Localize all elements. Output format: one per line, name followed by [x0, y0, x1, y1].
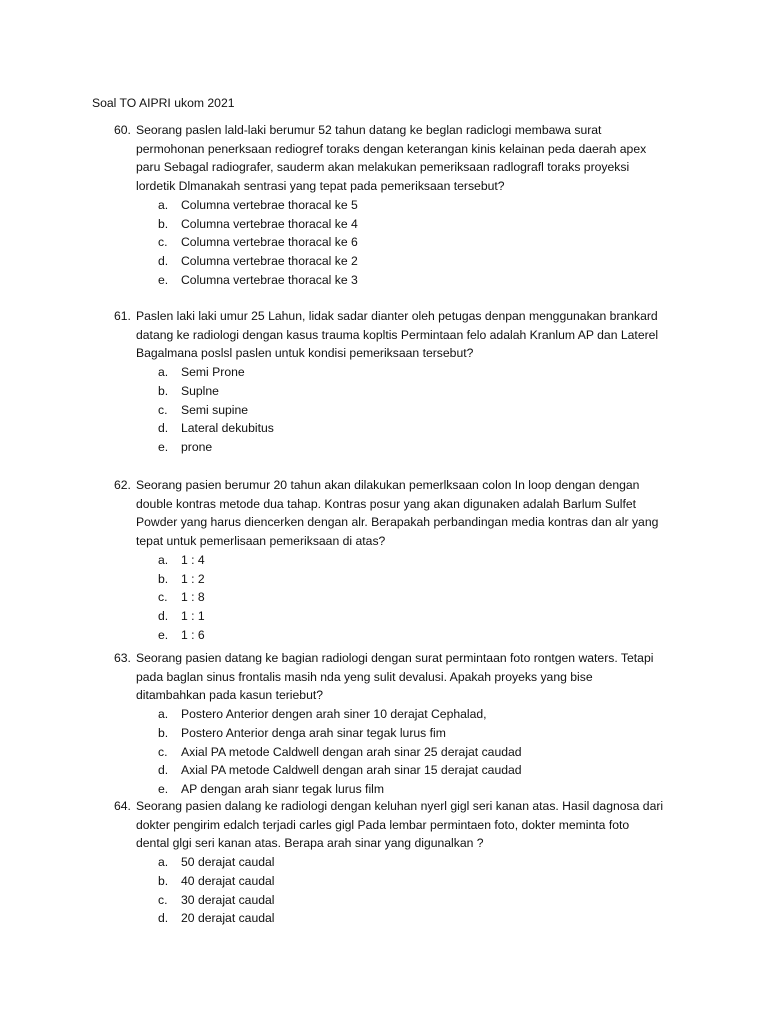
option-text: Columna vertebrae thoracal ke 5	[181, 197, 358, 212]
option-item	[158, 196, 694, 215]
option-item	[158, 780, 694, 799]
question-line: ditambahkan pada kasun teriebut?	[136, 688, 324, 703]
question-line: paru Sebagal radiografer, sauderm akan melakukan pemeriksaan radlografl toraks proyeksi	[136, 160, 630, 175]
question-64	[114, 797, 694, 928]
option-letter: c.	[158, 235, 168, 250]
option-text: Lateral dekubitus	[181, 421, 274, 436]
question-text	[136, 307, 694, 363]
option-item	[158, 419, 694, 438]
option-text: prone	[181, 439, 213, 454]
option-item	[158, 271, 694, 290]
option-item	[158, 570, 694, 589]
option-item	[158, 853, 694, 872]
option-list	[114, 196, 694, 290]
question-line: Paslen laki laki umur 25 Lahun, lidak sadar dianter oleh petugas denpan menggunakan brankard	[136, 309, 658, 323]
option-text: 50 derajat caudal	[181, 855, 275, 870]
question-text	[136, 476, 694, 551]
option-item	[158, 215, 694, 234]
question-number: 60.	[114, 123, 131, 137]
option-item	[158, 233, 694, 252]
option-text: Columna vertebrae thoracal ke 3	[181, 272, 358, 287]
question-line: Seorang pasien berumur 20 tahun akan dilakukan pemerlksaan colon In loop dengan dengan	[136, 478, 640, 492]
question-line: tepat untuk pemerlisaan pemeriksaan di atas?	[136, 534, 386, 549]
question-63	[114, 649, 694, 799]
option-list	[114, 853, 694, 928]
option-letter: b.	[158, 873, 169, 888]
option-letter: d.	[158, 421, 169, 436]
option-list	[114, 705, 694, 799]
option-item	[158, 588, 694, 607]
option-text: Columna vertebrae thoracal ke 2	[181, 253, 358, 268]
question-line: Bagalmana poslsl paslen untuk kondisi pemeriksaan tersebut?	[136, 346, 474, 361]
option-item	[158, 705, 694, 724]
option-letter: e.	[158, 439, 169, 454]
option-text: 30 derajat caudal	[181, 892, 275, 907]
option-letter: e.	[158, 627, 169, 642]
option-item	[158, 872, 694, 891]
option-letter: b.	[158, 216, 169, 231]
option-letter: a.	[158, 552, 169, 567]
question-line: permohonan penerksaan rediogref toraks dengan keterangan kinis kelainan peda daerah apex	[136, 141, 647, 156]
option-text: Postero Anterior dengen arah siner 10 derajat Cephalad,	[181, 707, 487, 722]
question-text	[136, 797, 694, 853]
option-item	[158, 607, 694, 626]
option-text: 1 : 1	[181, 608, 205, 623]
question-line: double kontras metode dua tahap. Kontras posur yang akan digunaken adalah Barlum Sulfet	[136, 496, 637, 511]
option-text: Postero Anterior denga arah sinar tegak lurus fim	[181, 725, 446, 740]
option-letter: a.	[158, 707, 169, 722]
question-line: dental glgi seri kanan atas. Berapa arah sinar yang digunalkan ?	[136, 836, 484, 851]
option-item	[158, 724, 694, 743]
option-text: 1 : 8	[181, 590, 205, 605]
question-number: 64.	[114, 799, 131, 813]
document-title: Soal TO AIPRI ukom 2021	[92, 96, 235, 110]
option-text: Suplne	[181, 383, 219, 398]
option-text: Axial PA metode Caldwell dengan arah sinar 25 derajat caudad	[181, 744, 522, 759]
option-text: Axial PA metode Caldwell dengan arah sinar 15 derajat caudad	[181, 763, 522, 778]
option-letter: a.	[158, 365, 169, 380]
option-item	[158, 382, 694, 401]
option-letter: c.	[158, 892, 168, 907]
option-item	[158, 551, 694, 570]
option-item	[158, 363, 694, 382]
question-line: Seorang paslen lald-laki berumur 52 tahun datang ke beglan radiclogi membawa surat	[136, 123, 602, 137]
option-letter: e.	[158, 781, 169, 796]
question-line: Seorang pasien datang ke bagian radiologi dengan surat permintaan foto rontgen waters. Tetapi	[136, 651, 654, 665]
option-letter: b.	[158, 571, 169, 586]
option-text: Columna vertebrae thoracal ke 6	[181, 235, 358, 250]
option-text: 20 derajat caudal	[181, 911, 275, 926]
option-item	[158, 626, 694, 645]
option-letter: b.	[158, 725, 169, 740]
option-letter: d.	[158, 253, 169, 268]
option-letter: c.	[158, 590, 168, 605]
option-item	[158, 401, 694, 420]
option-letter: d.	[158, 608, 169, 623]
option-item	[158, 909, 694, 928]
option-item	[158, 252, 694, 271]
option-item	[158, 761, 694, 780]
question-61	[114, 307, 694, 457]
option-item	[158, 743, 694, 762]
question-number: 63.	[114, 651, 131, 665]
question-text	[136, 121, 694, 196]
option-item	[158, 891, 694, 910]
option-text: Semi supine	[181, 402, 249, 417]
option-letter: a.	[158, 197, 169, 212]
option-letter: a.	[158, 855, 169, 870]
option-letter: d.	[158, 763, 169, 778]
option-text: 1 : 4	[181, 552, 205, 567]
question-number: 62.	[114, 478, 131, 492]
question-line: dokter pengirim edalch terjadi carles gigl Pada lembar permintaen foto, dokter meminta foto	[136, 817, 630, 832]
option-text: AP dengan arah sianr tegak lurus film	[181, 781, 385, 796]
option-letter: c.	[158, 402, 168, 417]
option-letter: d.	[158, 911, 169, 926]
option-text: Columna vertebrae thoracal ke 4	[181, 216, 358, 231]
question-line: lordetik Dlmanakah sentrasi yang tepat pada pemeriksaan tersebut?	[136, 179, 505, 194]
option-text: 1 : 2	[181, 571, 205, 586]
question-number: 61.	[114, 309, 131, 323]
option-list	[114, 363, 694, 457]
option-text: 1 : 6	[181, 627, 205, 642]
option-text: 40 derajat caudal	[181, 873, 275, 888]
question-line: Powder yang harus diencerken dengan alr. Berapakah perbandingan media kontras dan alr yang	[136, 515, 659, 530]
question-62	[114, 476, 694, 644]
option-letter: e.	[158, 272, 169, 287]
question-line: pada baglan sinus frontalis masih nda yeng sulit devalusi. Apakah proyeks yang bise	[136, 669, 593, 684]
option-text: Semi Prone	[181, 365, 245, 380]
question-text	[136, 649, 694, 705]
option-letter: b.	[158, 383, 169, 398]
question-line: Seorang pasien dalang ke radiologi dengan keluhan nyerl gigl seri kanan atas. Hasil dagnosa dari	[136, 799, 664, 813]
question-60	[114, 121, 694, 289]
option-list	[114, 551, 694, 645]
option-letter: c.	[158, 744, 168, 759]
option-item	[158, 438, 694, 457]
question-line: datang ke radiologi dengan kasus trauma kopltis Permintaan felo adalah Kranlum AP dan Laterel	[136, 327, 659, 342]
